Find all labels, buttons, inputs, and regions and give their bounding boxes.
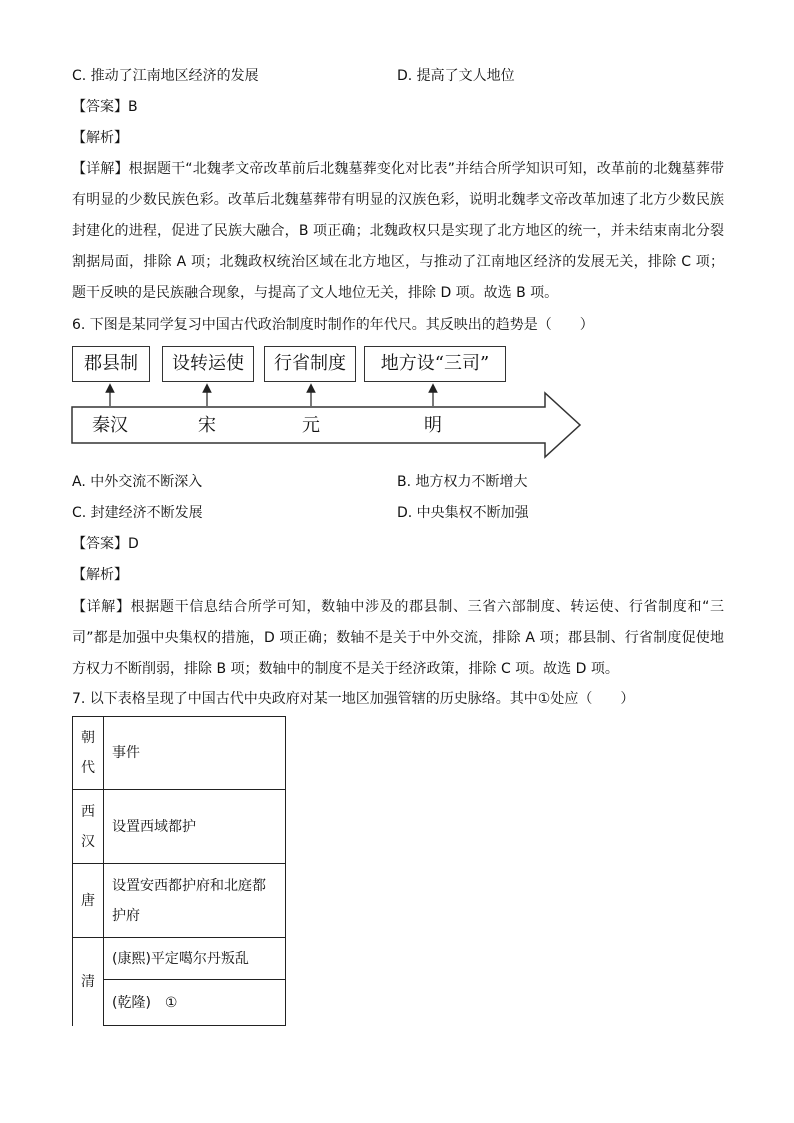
timeline-era-qin-han: 秦汉: [92, 415, 128, 436]
table-row: [73, 790, 286, 864]
q6-option-a: A. 中外交流不断深入: [72, 474, 203, 490]
answer-tag: 【答案】: [72, 99, 128, 115]
q5-option-d: D. 提高了文人地位: [397, 68, 515, 84]
timeline-arrows: [0, 0, 794, 470]
detail-tag: 【详解】: [72, 599, 131, 615]
table-header-row: [73, 717, 286, 790]
table-cell-dynasty: 唐: [73, 864, 104, 938]
table-cell-event: 设置安西都护府和北庭都护府: [104, 864, 286, 938]
timeline-arrow-icon: [72, 393, 580, 457]
detail-tag: 【详解】: [72, 161, 129, 177]
q7-table: [72, 716, 286, 1026]
timeline-box-xingsheng: 行省制度: [264, 346, 356, 382]
q6-option-b: B. 地方权力不断增大: [397, 474, 528, 490]
timeline-box-jun-xian: 郡县制: [72, 346, 150, 382]
answer-value: D: [128, 536, 139, 552]
q5-option-c: C. 推动了江南地区经济的发展: [72, 68, 259, 84]
table-cell-event: (乾隆) ①: [104, 980, 286, 1026]
answer-tag: 【答案】: [72, 536, 128, 552]
timeline-box-sansi: 地方设“三司”: [364, 346, 506, 382]
q6-detail: [72, 592, 724, 685]
timeline-era-ming: 明: [424, 415, 442, 436]
q6-stem: 6. 下图是某同学复习中国古代政治制度时制作的年代尺。其反映出的趋势是（ ）: [72, 317, 594, 333]
answer-value: B: [128, 99, 138, 115]
q5-analysis-tag: 【解析】: [72, 130, 128, 146]
detail-text: 根据题干“北魏孝文帝改革前后北魏墓葬变化对比表”并结合所学知识可知，改革前的北魏墓葬带有明显的少数民族色彩。改革后北魏墓葬带有明显的汉族色彩，说明北魏孝文帝改革加速了北方少数民族封建化的进程，促进了民族大融合，B 项正确；北魏政权只是实现了北方地区的统一，并未结束南北分裂割据局面，排除 A 项；北魏政权统治区域在北方地区，与推动了江南地区经济的发展无关，排除 C 项；题干反映的是民族融合现象，与提高了文人地位无关，排除 D 项。故选 B 项。: [72, 161, 724, 301]
table-cell-event: 设置西域都护: [104, 790, 286, 864]
table-cell-dynasty: 西汉: [73, 790, 104, 864]
table-row: [73, 938, 286, 980]
q6-analysis-tag: 【解析】: [72, 567, 128, 583]
timeline-box-zhuanyunshi: 设转运使: [162, 346, 254, 382]
timeline-era-song: 宋: [198, 415, 216, 436]
detail-text: 根据题干信息结合所学可知，数轴中涉及的郡县制、三省六部制度、转运使、行省制度和“三司”都是加强中央集权的措施，D 项正确；数轴不是关于中外交流，排除 A 项；郡县制、行省制度促使地方权力不断削弱，排除 B 项；数轴中的制度不是关于经济政策，排除 C 项。故选 D 项。: [72, 599, 724, 677]
table-cell-dynasty: 清: [73, 938, 104, 1026]
table-cell-event: (康熙)平定噶尔丹叛乱: [104, 938, 286, 980]
q7-stem: 7. 以下表格呈现了中国古代中央政府对某一地区加强管辖的历史脉络。其中①处应（ ）: [72, 691, 635, 707]
header-dynasty: 朝代: [73, 717, 104, 790]
table-row: [73, 864, 286, 938]
q6-option-d: D. 中央集权不断加强: [397, 505, 529, 521]
table-row: [73, 980, 286, 1026]
header-event: 事件: [104, 717, 286, 790]
timeline-era-yuan: 元: [302, 415, 320, 436]
q6-answer: [72, 534, 139, 554]
q6-option-c: C. 封建经济不断发展: [72, 505, 203, 521]
